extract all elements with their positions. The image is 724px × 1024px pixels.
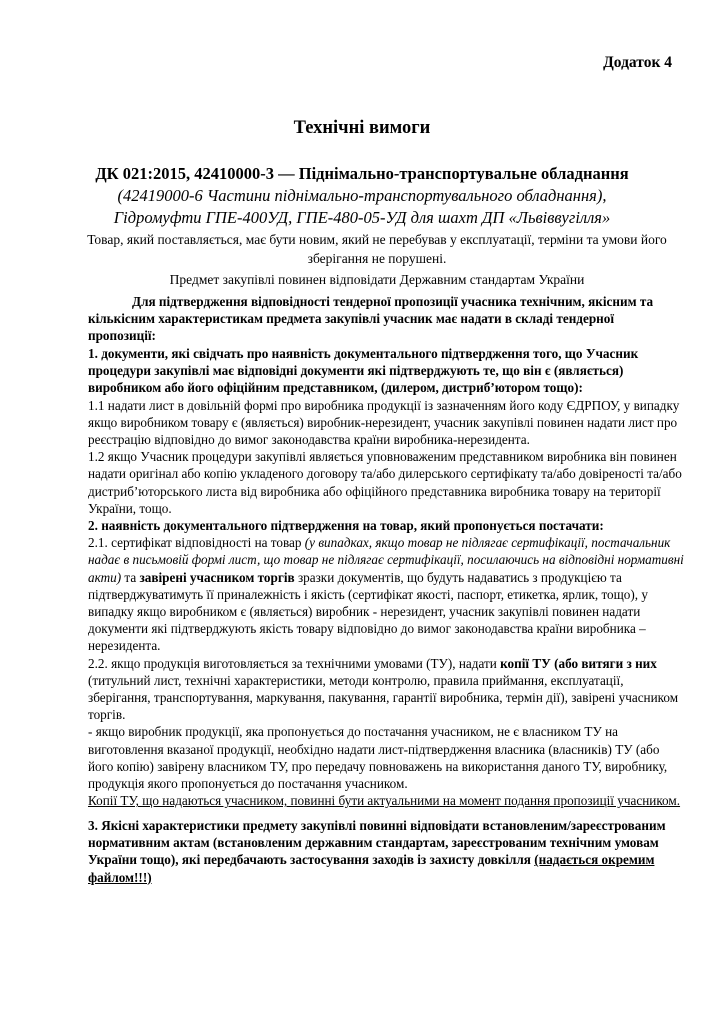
section-1-heading: 1. документи, які свідчать про наявність документального підтвердження того, що Учасник процедури закупівлі має відповідні документи які підтверджують те, що він є (являється) виробником або його офіційним представником, (дилером, дистриб’ютором тощо):	[88, 346, 639, 396]
section-2-heading: 2. наявність документального підтвердження на товар, який пропонується постачати:	[88, 518, 604, 534]
requirements-list	[88, 345, 684, 809]
standard-text: Предмет закупівлі повинен відповідати Державним стандартам України	[169, 272, 585, 287]
condition-text: Товар, який поставляється, має бути новим, який не перебував у експлуатації, терміни та умови його зберігання не порушені.	[87, 232, 667, 266]
item-2-2-rest: (титульний лист, технічні характеристики, методи контролю, правила приймання, експлуатації, зберігання, транспортування, маркування, пакування, гарантії виробника, термін дії), завірені учасником торгів.	[88, 672, 679, 723]
item-2-2	[88, 655, 684, 724]
page-title: Технічні вимоги	[293, 118, 431, 138]
section-3-underlined: (надається окремим файлом!!!)	[88, 852, 655, 885]
item-1-1: 1.1 надати лист в довільній формі про виробника продукції із зазначенням його коду ЄДРПОУ, у випадку якщо виробником товару є (являється) виробник-нерезидент, учасник закупівлі повинен надати лист про реєстрацію відповідно до вимог законодавства країни виробника-нерезидента.	[88, 397, 680, 448]
item-2-2-underlined: Копії ТУ, що надаються учасником, повинні бути актуальними на момент подання пропозиції учасником.	[88, 793, 681, 809]
item-1-2: 1.2 якщо Учасник процедури закупівлі являється уповноваженим представником виробника він повинен надати оригінал або копію укладеного договору та/або дилерського сертифікату та/або довіреності та/або дистриб’юторського листа від виробника або офіційного представника виробника товару на території України, тощо.	[88, 449, 682, 516]
subtitle-line-1: (42419000-6 Частини піднімально-транспортувального обладнання),	[117, 186, 607, 205]
item-2-1	[88, 534, 684, 654]
item-2-1-and: та	[124, 569, 137, 585]
item-2-1-start: 2.1. сертифікат відповідності на товар	[88, 535, 302, 551]
annex-label: Додаток 4	[603, 54, 672, 71]
section-3-text: 3. Якісні характеристики предмету закупівлі повинні відповідати встановленим/зареєстрованим нормативним актам (встановленим державним стандартам, зареєстрованим технічним умовам України тощо), які передбачають застосування заходів із захисту довкілля	[88, 818, 666, 868]
intro-paragraph	[88, 293, 684, 345]
section-3	[88, 817, 684, 886]
item-2-1-italic: (у випадках, якщо товар не підлягає сертифікації, постачальник надає в письмовій формі лист, що товар не підлягає сертифікації, посилаючись на відповідні нормативні акти)	[88, 535, 684, 585]
classification-code: ДК 021:2015, 42410000-3 — Піднімально-транспортувальне обладнання	[95, 164, 629, 183]
item-2-1-rest: зразки документів, що будуть надаватись з продукцією та підтверджуватимуть її приналежність і якість (сертифікат якості, паспорт, етикетка, ярлик, тощо), у випадку якщо виробником є (являється) виробник - нерезидент, учасник закупівлі повинен надати документи які підтверджують якість товару відповідно до вимог законодавства країни виробника – нерезидента.	[88, 569, 648, 654]
intro-text: Для підтвердження відповідності тендерної пропозиції учасника технічним, якісним та кількісним характеристикам предмета закупівлі учасник має надати в складі тендерної пропозиції:	[88, 294, 654, 344]
item-2-2-start: 2.2. якщо продукція виготовляється за технічними умовами (ТУ), надати	[88, 655, 497, 671]
item-2-2-bold: копії ТУ (або витяги з них	[500, 655, 657, 671]
section-3-paragraph	[88, 817, 684, 886]
subtitle-line-2: Гідромуфти ГПЕ-400УД, ГПЕ-480-05-УД для шахт ДП «Львіввугілля»	[113, 208, 611, 227]
item-2-2-note: - якщо виробник продукції, яка пропонується до постачання учасником, не є власником ТУ на виготовлення вказаної продукції, необхідно надати лист-підтвердження власника (власників) ТУ (або його копію) завірену власником ТУ, про передачу повноважень на використання даного ТУ, виробнику, продукція якого пропонується до постачання учасником.	[88, 724, 668, 792]
item-2-1-bold: завірені учасником торгів	[139, 569, 295, 585]
